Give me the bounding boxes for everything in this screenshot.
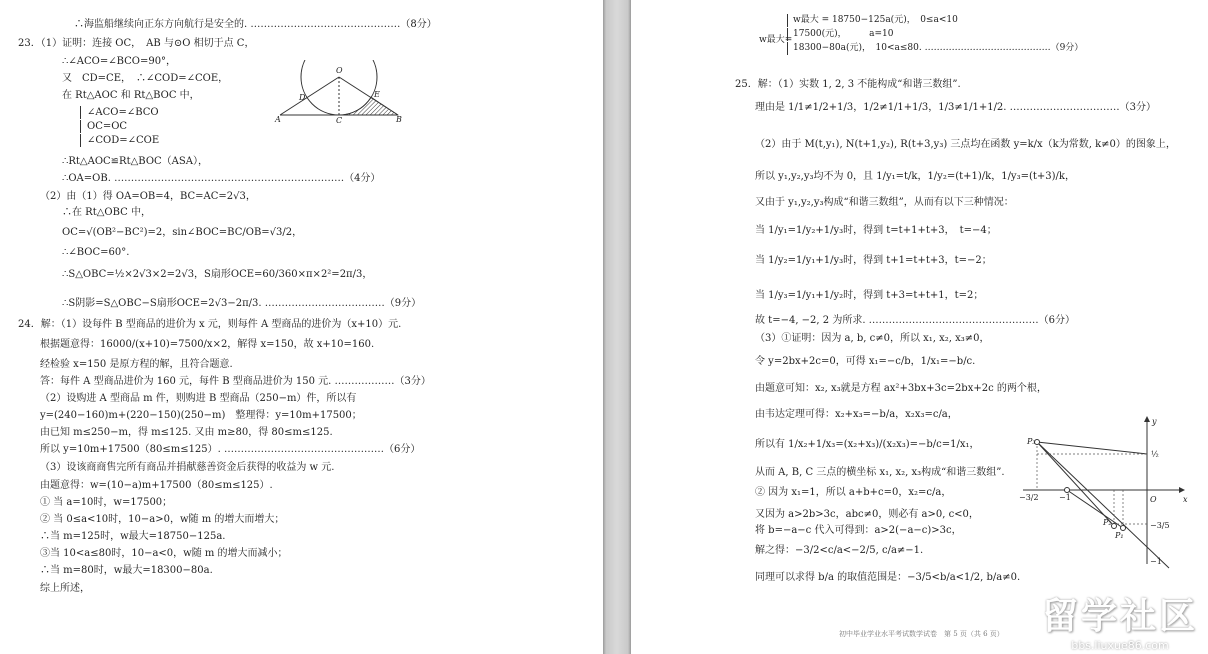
label-p2: P₂ <box>1103 518 1112 527</box>
label-a: A <box>275 115 281 124</box>
text-line: ∴S△OBC=½×2√3×2=2√3，S扇形OCE=60/360×π×2²=2π/3， <box>62 269 373 280</box>
text-line: 18300−80a(元)， 10<a≤80. ……………………………………（9分） <box>787 42 1083 55</box>
text-line: 同理可以求得 b/a 的取值范围是：−3/5<b/a<1/2, b/a≠0. <box>755 572 1021 583</box>
line-2 <box>1037 442 1147 454</box>
text-line: 从而 A, B, C 三点的横坐标 x₁, x₂, x₃构成“和谐三数组”. <box>755 467 1005 478</box>
line-1 <box>1037 442 1169 568</box>
label-minus-three-fifths: −3/5 <box>1150 521 1170 530</box>
text-line: （2）设购进 A 型商品 m 件，则购进 B 型商品（250−m）件，所以有 <box>40 393 357 404</box>
text-line: 由题意可知：x₂, x₃就是方程 ax²+3bx+3c=2bx+2c 的两个根， <box>755 383 1047 394</box>
text-line: 根据题意得：16000/(x+10)=7500/x×2，解得 x=150，故 x+10=160. <box>40 339 375 350</box>
text-line: 答：每件 A 型商品进价为 160 元，每件 B 型商品进价为 150 元. ………………（3分） <box>40 376 431 387</box>
text-line: ∴当 m=80时，w最大=18300−80a. <box>40 565 213 576</box>
text-line: ∴OA=OB. ……………………………………………………………（4分） <box>62 173 381 184</box>
document-page-left <box>0 0 603 654</box>
label-origin: O <box>1150 495 1157 504</box>
text-line: 当 1/y₂=1/y₁+1/y₃时，得到 t+1=t+t+3，t=−2； <box>755 255 992 266</box>
text-line: 经检验 x=150 是原方程的解，且符合题意. <box>40 359 233 370</box>
watermark-title: 留学社区 <box>1041 596 1198 637</box>
point-minus-one <box>1065 488 1070 493</box>
label-b: B <box>396 115 402 124</box>
text-line: 又 CD=CE， ∴∠COD=∠COE， <box>62 73 229 84</box>
text-line: ∴∠BOC=60°. <box>62 247 130 258</box>
text-line: ∴∠ACO=∠BCO=90°， <box>62 56 177 67</box>
label-e: E <box>374 90 380 99</box>
y-axis-arrow <box>1144 416 1150 422</box>
text-line: w最大 = 18750−125a(元)， 0≤a<10 <box>787 14 958 27</box>
text-line: y=(240−160)m+(220−150)(250−m) 整理得：y=10m+17500； <box>40 410 362 421</box>
text-line: ∠COD=∠COE <box>80 134 159 147</box>
label-c: C <box>336 116 343 124</box>
text-line: 在 Rt△AOC 和 Rt△BOC 中， <box>62 90 200 101</box>
text-line: ∴S阴影=S△OBC−S扇形OCE=2√3−2π/3. ………………………………（9分） <box>62 298 422 309</box>
label-minus-one-y: −1 <box>1150 557 1162 566</box>
label-d: D <box>299 93 306 102</box>
text-line: （3）①证明：因为 a, b, c≠0，所以 x₁, x₂, x₃≠0， <box>755 333 990 344</box>
watermark-url: bbs.liuxue86.com <box>1071 639 1169 652</box>
text-line: 令 y=2bx+2c=0，可得 x₁=−c/b，1/x₁=−b/c. <box>755 356 976 367</box>
label-minus-three-halves: −3/2 <box>1019 493 1039 502</box>
line-3 <box>1037 442 1114 526</box>
text-line: OC=√(OB²−BC²)=2，sin∠BOC=BC/OB=√3/2， <box>62 227 303 238</box>
coordinate-graph <box>1019 414 1195 574</box>
text-line: ∴当 m=125时，w最大=18750−125a. <box>40 531 226 542</box>
text-line: 所以有 1/x₂+1/x₃=(x₂+x₃)/(x₂x₃)=−b/c=1/x₁， <box>755 439 980 450</box>
label-minus-one-x: −1 <box>1059 493 1071 502</box>
text-line: 所以 y=10m+17500（80≤m≤125）. …………………………………………（6分） <box>40 444 421 455</box>
w-label: w最大= <box>759 35 793 45</box>
text-line: （2）由（1）得 OA=OB=4，BC=AC=2√3， <box>40 191 256 202</box>
problem-23-heading: 23．（1）证明：连接 OC， AB 与⊙O 相切于点 C， <box>18 38 255 49</box>
shaded-region <box>339 97 398 115</box>
text-line: OC=OC <box>80 120 127 133</box>
text-line: 17500(元)， a=10 <box>787 28 894 41</box>
text-line: ② 当 0≤a<10时，10−a>0，w随 m 的增大而增大； <box>40 514 285 525</box>
text-line: 综上所述， <box>40 583 90 594</box>
page-footer: 初中毕业学业水平考试数学试卷 第 5 页（共 6 页） <box>839 630 1004 638</box>
problem-25-heading: 25．解：（1）实数 1, 2, 3 不能构成“和谐三数组”. <box>735 79 961 90</box>
text-line: ∴在 Rt△OBC 中， <box>62 207 151 218</box>
text-line: ③当 10<a≤80时，10−a<0，w随 m 的增大而减小； <box>40 548 288 559</box>
text-line: ② 因为 x₁=1，所以 a+b+c=0，x₂=c/a， <box>755 487 952 498</box>
text-line: ∠ACO=∠BCO <box>80 106 159 119</box>
label-one-half: ½ <box>1151 450 1159 459</box>
problem-24-heading: 24．解：（1）设每件 B 型商品的进价为 x 元，则每件 A 型商品的进价为（x+10）元. <box>18 319 402 330</box>
text-line: 由题意得：w=(10−a)m+17500（80≤m≤125）. <box>40 480 273 491</box>
x-axis-arrow <box>1179 487 1185 493</box>
text-line: 将 b=−a−c 代入可得到：a>2(−a−c)>3c， <box>755 525 962 536</box>
text-line: 当 1/y₃=1/y₁+1/y₂时，得到 t+3=t+t+1，t=2； <box>755 290 984 301</box>
text-line: 又因为 a>2b>3c，abc≠0，则必有 a>0, c<0， <box>755 509 979 520</box>
text-line: 由已知 m≤250−m，得 m≤125. 又由 m≥80，得 80≤m≤125. <box>40 427 333 438</box>
text-line: 理由是 1/1≠1/2+1/3，1/2≠1/1+1/3，1/3≠1/1+1/2. ……………………………（3分） <box>755 102 1157 113</box>
text-line: （3）设该商商售完所有商品并捐献慈善资金后获得的收益为 w 元. <box>40 462 335 473</box>
document-page-right <box>631 0 1208 654</box>
segment-ao <box>280 77 339 115</box>
label-p1: P₁ <box>1115 531 1124 540</box>
text-line: 由韦达定理可得：x₂+x₃=−b/a，x₂x₃=c/a， <box>755 409 958 420</box>
label-p3: P₃ <box>1027 437 1036 446</box>
text-line: 故 t=−4, −2, 2 为所求. ……………………………………………（6分） <box>755 315 1076 326</box>
point-p1 <box>1121 526 1126 531</box>
label-o: O <box>336 66 343 75</box>
circle-tangent-figure <box>272 60 407 124</box>
page-gutter <box>603 0 631 654</box>
text-line: 所以 y₁,y₂,y₃均不为 0，且 1/y₁=t/k，1/y₂=(t+1)/k，1/y₃=(t+3)/k， <box>755 171 1075 182</box>
text-line: ∴Rt△AOC≌Rt△BOC（ASA）， <box>62 156 208 167</box>
line-4 <box>1067 490 1123 528</box>
text-line: 当 1/y₁=1/y₂+1/y₃时，得到 t=t+1+t+3， t=−4； <box>755 225 997 236</box>
text-line: 又由于 y₁,y₂,y₃构成“和谐三数组”，从而有以下三种情况： <box>755 197 1014 208</box>
text-line: 解之得：−3/2<c/a<−2/5, c/a≠−1. <box>755 545 924 556</box>
label-y-axis: y <box>1152 417 1157 426</box>
label-x-axis: x <box>1183 495 1188 504</box>
text-line: （2）由于 M(t,y₁), N(t+1,y₂), R(t+3,y₃) 三点均在函数 y=k/x（k为常数, k≠0）的图象上， <box>755 139 1176 150</box>
point-p2 <box>1112 524 1117 529</box>
text-line: ① 当 a=10时，w=17500； <box>40 497 173 508</box>
text-line: ∴海监船继续向正东方向航行是安全的. ………………………………………（8分） <box>74 19 437 30</box>
